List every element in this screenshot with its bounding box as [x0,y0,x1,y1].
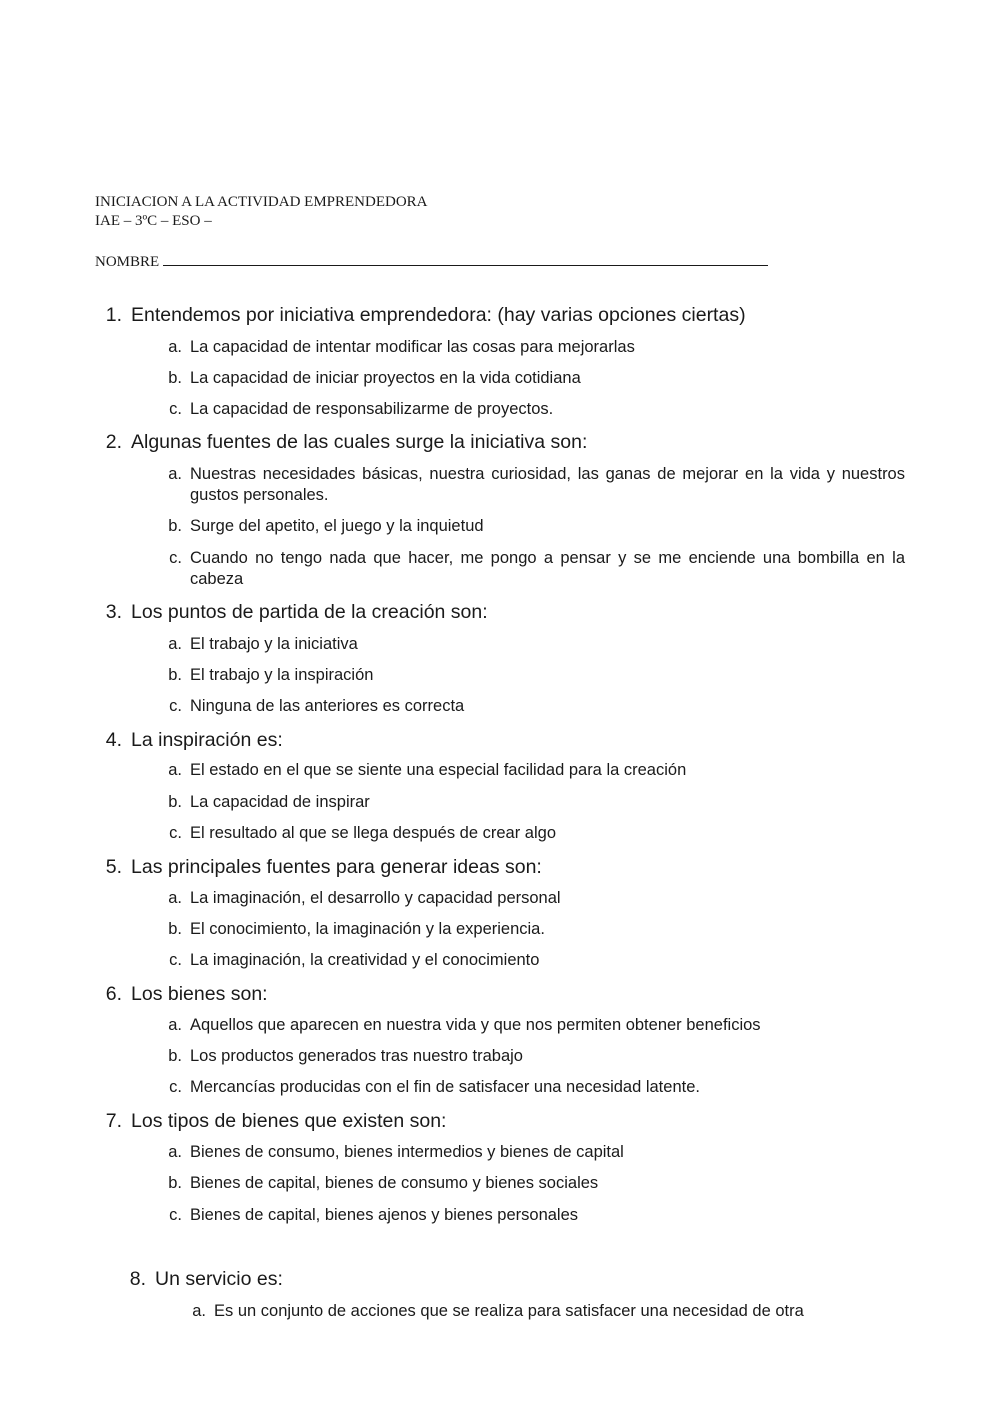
document-subtitle: IAE – 3ºC – ESO – [95,213,212,229]
question-number: 3. [105,601,122,623]
option-letter: a. [192,1302,206,1320]
option-text: Cuando no tengo nada que hacer, me pongo a pensar y se me enciende una bombilla en la cabeza [190,549,905,588]
document-title: INICIACION A LA ACTIVIDAD EMPRENDEDORA [95,194,428,210]
name-blank-line [163,251,768,266]
question-number: 4. [105,729,122,751]
option-text: El trabajo y la iniciativa [190,635,358,653]
option-letter: b. [168,793,182,811]
option-letter: b. [168,666,182,684]
option-text: El trabajo y la inspiración [190,666,374,684]
option-letter: c. [169,951,182,969]
name-label: NOMBRE [95,254,160,270]
option-text: La capacidad de inspirar [190,793,370,811]
document-header [95,193,428,231]
option-letter: a. [168,338,182,356]
question-text: Entendemos por iniciativa emprendedora: (hay varias opciones ciertas) [131,304,746,326]
option-letter: a. [168,761,182,779]
option-letter: c. [169,697,182,715]
option-text: Nuestras necesidades básicas, nuestra curiosidad, las ganas de mejorar en la vida y nuestros gustos personales. [190,465,905,504]
option-letter: b. [168,1174,182,1192]
question-text: Los puntos de partida de la creación son: [131,601,488,623]
option-text: Bienes de capital, bienes ajenos y bienes personales [190,1206,579,1224]
option-text: Surge del apetito, el juego y la inquietud [190,517,484,535]
option-letter: b. [168,517,182,535]
option-letter: c. [169,1078,182,1096]
option-letter: b. [168,920,182,938]
option-letter: b. [168,1047,182,1065]
option-letter: a. [168,635,182,653]
option-letter: c. [169,400,182,418]
option-text: La imaginación, la creatividad y el conocimiento [190,951,540,969]
option-letter: a. [168,465,182,483]
option-text: La capacidad de iniciar proyectos en la vida cotidiana [190,369,581,387]
option-text: El conocimiento, la imaginación y la experiencia. [190,920,545,938]
question-text: Algunas fuentes de las cuales surge la iniciativa son: [131,431,588,453]
option-letter: a. [168,889,182,907]
option-text: Aquellos que aparecen en nuestra vida y que nos permiten obtener beneficios [190,1016,761,1034]
question-number: 7. [105,1110,122,1132]
option-text: Es un conjunto de acciones que se realiza para satisfacer una necesidad de otra [214,1302,804,1320]
question-number: 8. [129,1268,146,1290]
option-text: Bienes de capital, bienes de consumo y bienes sociales [190,1174,599,1192]
question-text: La inspiración es: [131,729,283,751]
question-number: 2. [105,431,122,453]
option-letter: c. [169,549,182,567]
question-text: Los bienes son: [131,983,268,1005]
option-letter: b. [168,369,182,387]
option-letter: a. [168,1016,182,1034]
name-field [95,251,768,272]
question-text: Las principales fuentes para generar ideas son: [131,856,542,878]
option-letter: a. [168,1143,182,1161]
question-number: 6. [105,983,122,1005]
option-text: El resultado al que se llega después de crear algo [190,824,556,842]
question-text: Los tipos de bienes que existen son: [131,1110,447,1132]
option-letter: c. [169,1206,182,1224]
question-number: 5. [105,856,122,878]
question-number: 1. [105,304,122,326]
option-text: Bienes de consumo, bienes intermedios y bienes de capital [190,1143,624,1161]
option-text: El estado en el que se siente una especial facilidad para la creación [190,761,687,779]
option-text: Ninguna de las anteriores es correcta [190,697,465,715]
option-text: La capacidad de responsabilizarme de proyectos. [190,400,554,418]
question-text: Un servicio es: [155,1268,283,1290]
option-text: Mercancías producidas con el fin de satisfacer una necesidad latente. [190,1078,700,1096]
option-text: Los productos generados tras nuestro trabajo [190,1047,523,1065]
option-text: La capacidad de intentar modificar las cosas para mejorarlas [190,338,635,356]
option-text: La imaginación, el desarrollo y capacidad personal [190,889,561,907]
option-letter: c. [169,824,182,842]
